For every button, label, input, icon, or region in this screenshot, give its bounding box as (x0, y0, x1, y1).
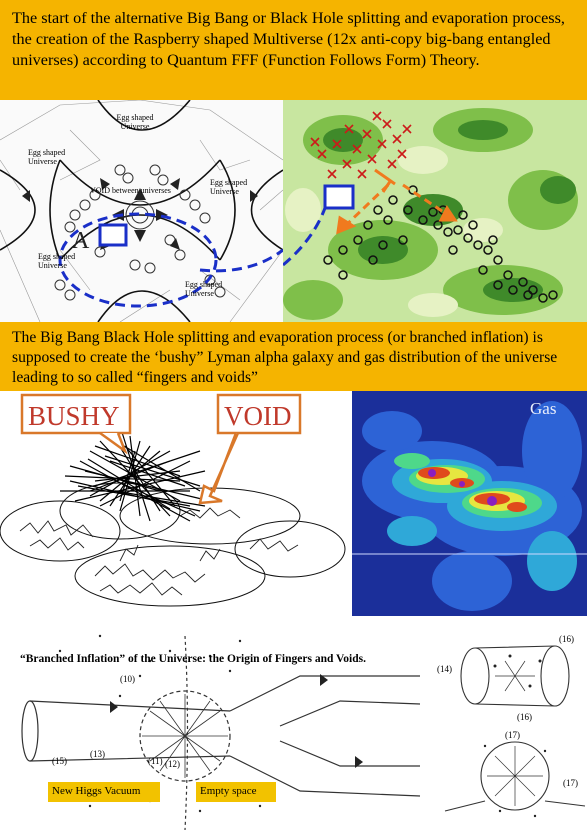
egg-universe-label-top: Egg shaped Universe (116, 113, 154, 131)
branched-inflation-sketch (0, 616, 425, 830)
annotation-16-bottom: (16) (517, 712, 532, 722)
egg-universe-label-lower-right: Egg shaped Universe (185, 280, 223, 298)
annotation-10: (10) (120, 674, 135, 684)
void-label: VOID (224, 401, 292, 431)
hexagon-multiverse-diagram (0, 100, 283, 322)
gas-label: Gas (530, 399, 557, 418)
annotation-13: (13) (90, 749, 105, 759)
middle-band (0, 322, 587, 391)
blue-square-marker (100, 225, 126, 245)
header-band (0, 0, 587, 100)
letter-a-label: A (72, 228, 90, 254)
cylinder-sphere-sketch (425, 616, 587, 830)
void-between-universes-label: VOID between universes (90, 186, 171, 195)
annotation-16-top: (16) (559, 634, 574, 644)
blue-square-marker-map (325, 186, 353, 208)
bushy-label: BUSHY (28, 401, 120, 431)
annotation-11: (11) (148, 756, 163, 766)
empty-space-label: Empty space (200, 785, 257, 797)
annotation-15: (15) (52, 756, 67, 766)
egg-universe-label-right: Egg shaped Universe (210, 178, 248, 196)
branched-inflation-title: “Branched Inflation” of the Universe: the Origin of Fingers and Voids. (20, 653, 366, 665)
bushy-cluster (60, 426, 210, 521)
bushy-void-diagram (0, 391, 352, 616)
new-higgs-vacuum-label: New Higgs Vacuum (52, 785, 141, 797)
egg-universe-label-lower-left: Egg shaped Universe (38, 252, 76, 270)
density-map-panel (283, 100, 587, 322)
annotation-14: (14) (437, 664, 452, 674)
gas-simulation-map (352, 391, 587, 616)
annotation-17-right: (17) (563, 778, 578, 788)
annotation-12: (12) (165, 759, 180, 769)
egg-universe-label-left: Egg shaped Universe (28, 148, 66, 166)
header-text: The start of the alternative Big Bang or Black Hole splitting and evaporation process, the creation of the Raspberry shaped Multiverse (12x anti-copy big-bang entangled universes) according to Quantum FFF (Function Follows Form) Theory. (12, 9, 565, 69)
middle-text: The Big Bang Black Hole splitting and evaporation process (or branched inflation) is supposed to create the ‘bushy” Lyman alpha galaxy and gas distribution of the universe leading to so called “fingers and voids” (12, 329, 558, 386)
annotation-17-top: (17) (505, 730, 520, 740)
